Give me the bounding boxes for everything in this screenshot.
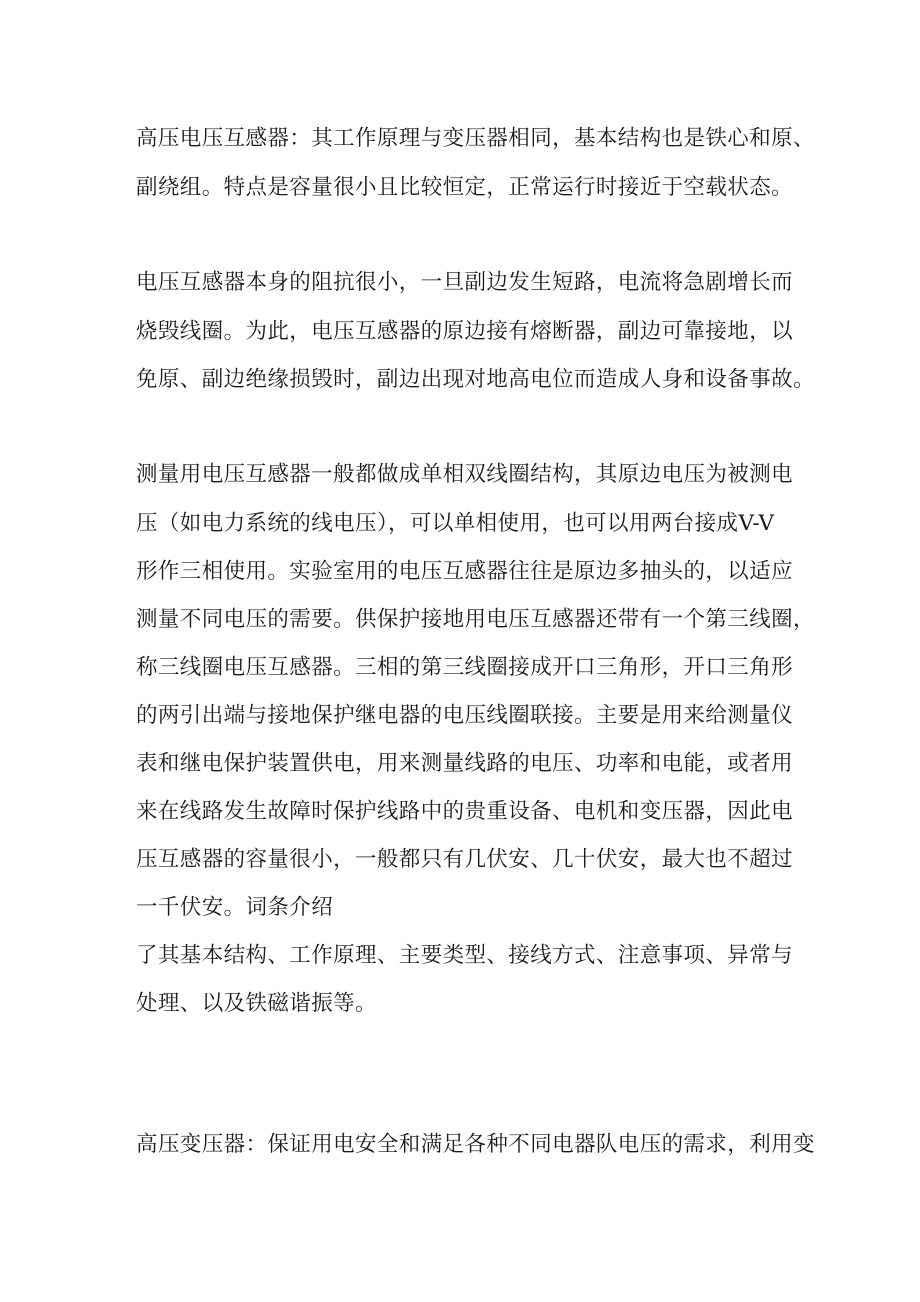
text-line: 高压变压器：保证用电安全和满足各种不同电器队电压的需求，利用变	[136, 1132, 815, 1157]
text-line: 处理、以及铁磁谐振等。	[136, 991, 377, 1016]
text-line: 测量用电压互感器一般都做成单相双线圈结构，其原边电压为被测电	[136, 462, 794, 487]
text-line: 烧毁线圈。为此，电压互感器的原边接有熔断器，副边可靠接地，以	[136, 319, 794, 344]
text-line: 副绕组。特点是容量很小且比较恒定，正常运行时接近于空载状态。	[136, 175, 794, 200]
text-line: 形作三相使用。实验室用的电压互感器往往是原边多抽头的，以适应	[136, 559, 794, 584]
text-line: 的两引出端与接地保护继电器的电压线圈联接。主要是用来给测量仪	[136, 703, 794, 728]
text-line: 了其基本结构、工作原理、主要类型、接线方式、注意事项、异常与	[136, 943, 794, 968]
text-line: 压（如电力系统的线电压），可以单相使用，也可以用两台接成V-V	[136, 511, 775, 536]
text-line: 来在线路发生故障时保护线路中的贵重设备、电机和变压器，因此电	[136, 799, 794, 824]
text-line: 表和继电保护装置供电，用来测量线路的电压、功率和电能，或者用	[136, 751, 794, 776]
text-line: 称三线圈电压互感器。三相的第三线圈接成开口三角形，开口三角形	[136, 655, 794, 680]
text-line: 免原、副边绝缘损毁时，副边出现对地高电位而造成人身和设备事故。	[136, 367, 815, 392]
text-line: 测量不同电压的需要。供保护接地用电压互感器还带有一个第三线圈，	[136, 607, 815, 632]
text-line: 高压电压互感器：其工作原理与变压器相同，基本结构也是铁心和原、	[136, 126, 815, 151]
text-line: 电压互感器本身的阻抗很小，一旦副边发生短路，电流将急剧增长而	[136, 270, 794, 295]
text-line: 一千伏安。词条介绍	[136, 895, 334, 920]
text-line: 压互感器的容量很小，一般都只有几伏安、几十伏安，最大也不超过	[136, 847, 794, 872]
